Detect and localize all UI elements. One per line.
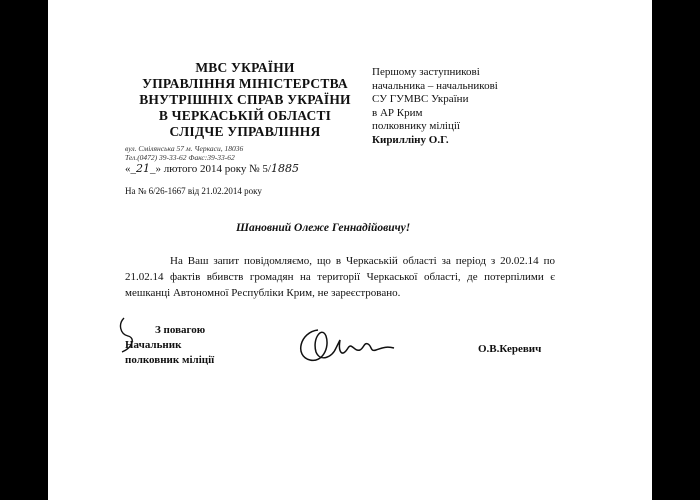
sender-line: УПРАВЛІННЯ МІНІСТЕРСТВА (142, 76, 348, 91)
sender-header (130, 60, 360, 140)
signer-name: О.В.Керевич (478, 343, 542, 355)
recipient-line: СУ ГУМВС України (372, 93, 469, 105)
date-day: 21 (136, 162, 150, 175)
handwritten-initial-mark (110, 310, 150, 360)
salutation: Шановний Олеже Геннадійовичу! (236, 222, 411, 234)
document-number: 1885 (270, 162, 299, 175)
sender-line: В ЧЕРКАСЬКІЙ ОБЛАСТІ (158, 108, 332, 123)
sender-line: ВНУТРІШНІХ СПРАВ УКРАЇНИ (139, 92, 351, 107)
recipient-line: Першому заступникові (372, 66, 480, 78)
handwritten-signature (290, 318, 410, 368)
body-paragraph: На Ваш запит повідомляємо, що в Черкаській області за період з 20.02.14 по 21.02.14 фактів вбивств громадян на території Черкаської області, де потерпілими є мешканці Автономної Республіки Крим, не зареєстровано. (125, 255, 555, 299)
recipient-line: начальника – начальникові (372, 79, 498, 92)
regards-text: З повагою (155, 324, 206, 336)
recipient-line: полковнику міліції (372, 120, 460, 132)
address-line: вул. Смілянська 57 м. Черкаси, 18036 (125, 144, 244, 153)
signer-rank: полковник міліції (125, 354, 215, 366)
recipient-name: Кирилліну О.Г. (372, 133, 449, 146)
sender-address (125, 144, 243, 162)
signer-title: Начальник (125, 339, 182, 351)
sender-line: СЛІДЧЕ УПРАВЛІННЯ (169, 124, 321, 139)
phone-line: Тел.(0472) 39-33-62 Факс:39-33-62 (125, 153, 235, 162)
date-middle: _» лютого 2014 року № 5/ (150, 163, 271, 175)
recipient-line: в АР Крим (372, 106, 423, 119)
sender-line: МВС УКРАЇНИ (195, 60, 295, 75)
recipient-block (372, 66, 572, 147)
date-prefix: «_ (125, 163, 136, 175)
reference-line: На № 6/26-1667 від 21.02.2014 року (125, 186, 262, 196)
date-line (125, 162, 299, 175)
